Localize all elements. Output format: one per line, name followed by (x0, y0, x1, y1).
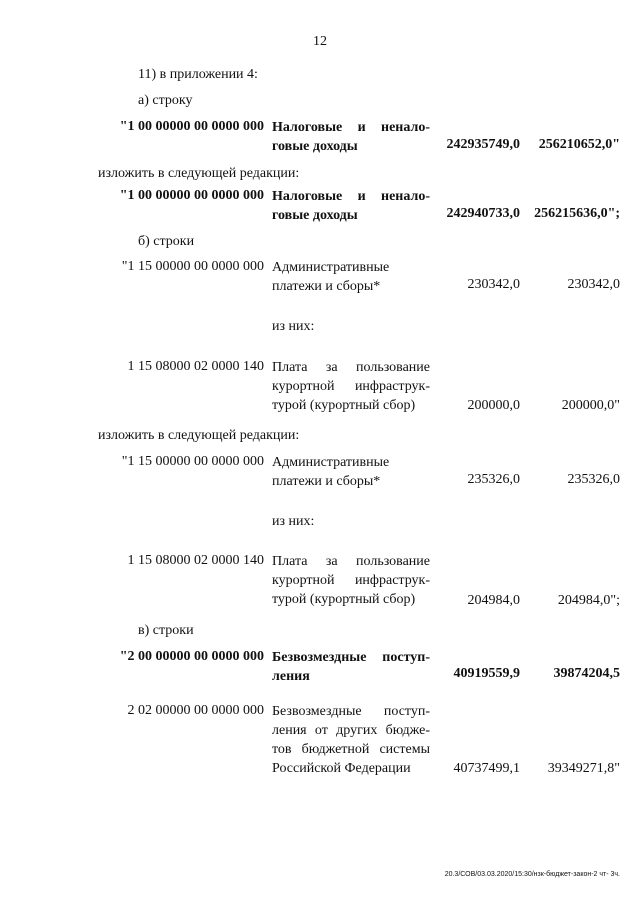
row-name-line: платежи и сборы* (272, 474, 381, 489)
subsection-a-label: а) строку (138, 93, 193, 108)
of-which-label: из них: (272, 319, 315, 334)
row-value-1: 235326,0 (467, 472, 520, 487)
row-name-line: Плата за пользование (272, 554, 430, 569)
row-name-line: тов бюджетной системы (272, 742, 430, 757)
row-code: "1 00 00000 00 0000 000 (119, 119, 264, 134)
row-name (272, 187, 430, 225)
row-name-line: курортной инфраструк- (272, 573, 430, 588)
row-name-line: Плата за пользование (272, 360, 430, 375)
row-code: "1 15 00000 00 0000 000 (121, 454, 264, 469)
row-name-line: Налоговые и ненало- (272, 120, 430, 135)
row-name (272, 358, 430, 415)
row-value-1: 242940733,0 (446, 206, 520, 221)
row-value-1: 40919559,9 (453, 666, 520, 681)
document-footer: 20.3/СОВ/03.03.2020/15:30/нзк-бюджет-закон-2 чт- 3ч. (444, 871, 620, 878)
row-value-2: 256215636,0"; (534, 206, 620, 221)
row-name-line: говые доходы (272, 208, 358, 223)
row-name (272, 648, 430, 686)
row-name-line: говые доходы (272, 139, 358, 154)
row-value-1: 242935749,0 (446, 137, 520, 152)
row-code: "1 00 00000 00 0000 000 (119, 188, 264, 203)
row-name (272, 702, 430, 778)
row-value-1: 40737499,1 (453, 761, 520, 776)
row-name-line: турой (курортный сбор) (272, 592, 416, 607)
row-value-1: 200000,0 (467, 398, 520, 413)
restate-text: изложить в следующей редакции: (98, 428, 300, 443)
row-name (272, 118, 430, 156)
row-name (272, 453, 430, 491)
row-name-line: Административные (272, 260, 390, 275)
row-name-line: Российской Федерации (272, 761, 411, 776)
row-value-2: 200000,0" (561, 398, 620, 413)
row-value-2: 256210652,0" (538, 137, 620, 152)
restate-text: изложить в следующей редакции: (98, 166, 300, 181)
row-name-line: курортной инфраструк- (272, 379, 430, 394)
row-name-line: Безвозмездные поступ- (272, 704, 430, 719)
row-value-2: 204984,0"; (557, 593, 620, 608)
row-name-line: платежи и сборы* (272, 279, 381, 294)
row-name-line: турой (курортный сбор) (272, 398, 416, 413)
section-intro: 11) в приложении 4: (138, 67, 258, 82)
row-name-line: Налоговые и ненало- (272, 189, 430, 204)
row-name (272, 258, 430, 296)
of-which-label: из них: (272, 514, 315, 529)
row-code: 2 02 00000 00 0000 000 (127, 703, 264, 718)
row-value-1: 230342,0 (467, 277, 520, 292)
subsection-b-label: б) строки (138, 234, 195, 249)
row-name-line: Административные (272, 455, 390, 470)
row-value-2: 39874204,5 (553, 666, 620, 681)
row-value-2: 235326,0 (567, 472, 620, 487)
row-value-2: 230342,0 (567, 277, 620, 292)
row-code: 1 15 08000 02 0000 140 (127, 553, 264, 568)
row-code: "2 00 00000 00 0000 000 (119, 649, 264, 664)
row-name-line: ления (272, 669, 310, 684)
page-number: 12 (313, 34, 327, 49)
row-value-2: 39349271,8" (547, 761, 620, 776)
row-name-line: Безвозмездные поступ- (272, 650, 430, 665)
row-name (272, 552, 430, 609)
row-code: 1 15 08000 02 0000 140 (127, 359, 264, 374)
row-code: "1 15 00000 00 0000 000 (121, 259, 264, 274)
row-name-line: ления от других бюдже- (272, 723, 430, 738)
subsection-c-label: в) строки (138, 623, 194, 638)
row-value-1: 204984,0 (467, 593, 520, 608)
